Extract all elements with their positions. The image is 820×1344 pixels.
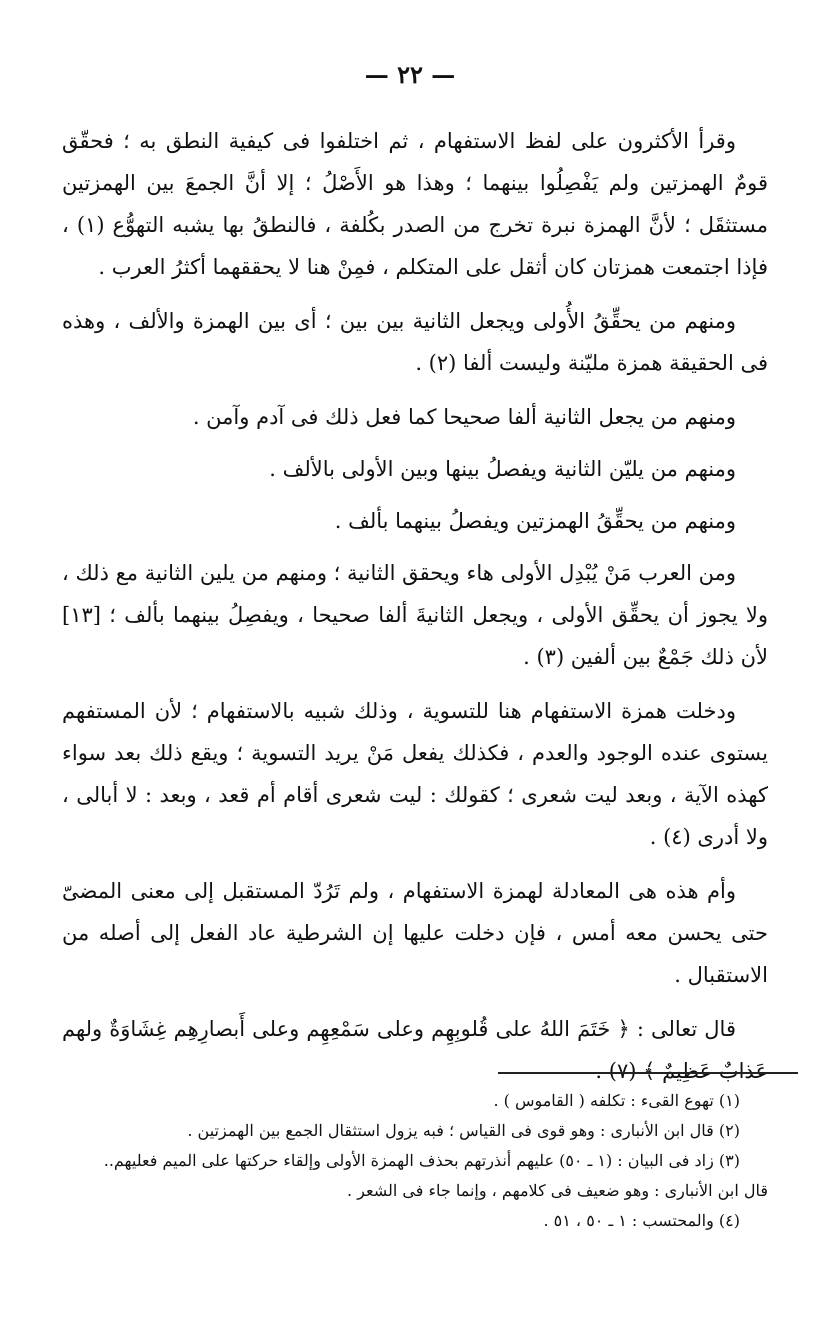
footnote: (٤) والمحتسب : ١ ـ ٥٠ ، ٥١ . <box>543 1211 740 1230</box>
paragraph: وأم هذه هى المعادلة لهمزة الاستفهام ، ولم تَرُدّ المستقبل إلى معنى المضىّ حتى يحسن معه أمس ، فإن دخلت عليها إن الشرطية عاد الفعل إلى أصله من الاستقبال . <box>62 879 768 987</box>
footnote: (٣) زاد فى البيان : (١ ـ ٥٠) عليهم أنذرتهم بحذف الهمزة الأولى وإلقاء حركتها على الميم فعليهم.. <box>103 1151 740 1170</box>
paragraph: ومن العرب مَنْ يُبْدِل الأولى هاء ويحقق الثانية ؛ ومنهم من يلين الثانية مع ذلك ، ولا يجوز أن يحقِّق الأولى ، ويجعل الثانيةَ ألفا صحيحا ، ويفصِلُ بينهما بألف ؛ [١٣] لأن ذلك جَمْعٌ بين ألفين (٣) . <box>62 561 768 669</box>
paragraph: ومنهم من يحقِّقُ الهمزتين ويفصلُ بينهما بألف . <box>334 509 736 533</box>
paragraph: ومنهم من يجعل الثانية ألفا صحيحا كما فعل ذلك فى آدم وآمن . <box>192 405 736 429</box>
footnote: (٢) قال ابن الأنبارى : وهو قوى فى القياس ؛ فبه يزول استثقال الجمع بين الهمزتين . <box>187 1121 740 1140</box>
paragraph: ومنهم من يليّن الثانية ويفصلُ بينها وبين الأولى بالألف . <box>269 457 736 481</box>
footnotes <box>62 1086 768 1236</box>
footnote-divider <box>498 1072 798 1074</box>
quran-quote-paragraph: قال تعالى : ﴿ خَتَمَ اللهُ على قُلوبِهِم وعلى سَمْعِهِم وعلى أَبصارِهِم غِشَاوَةٌ ولهم عَذابٌ عَظِيمٌ ﴾ (٧) . <box>62 1017 768 1083</box>
footnote: (١) تهوع القىء : تكلفه ( القاموس ) . <box>493 1091 740 1110</box>
main-text <box>62 120 768 1104</box>
page-number: — ٢٢ — <box>364 60 456 89</box>
paragraph: ودخلت همزة الاستفهام هنا للتسوية ، وذلك شبيه بالاستفهام ؛ لأن المستفهم يستوى عنده الوجود والعدم ، فكذلك يفعل مَنْ يريد التسوية ؛ ويقع ذلك بعد سواء كهذه الآية ، وبعد ليت شعرى ؛ كقولك : ليت شعرى أقام أم قعد ، وبعد : لا أبالى ، ولا أدرى (٤) . <box>62 699 768 849</box>
footnote: قال ابن الأنبارى : وهو ضعيف فى كلامهم ، وإنما جاء فى الشعر . <box>347 1181 768 1200</box>
paragraph: وقرأ الأكثرون على لفظ الاستفهام ، ثم اختلفوا فى كيفية النطق به ؛ فحقّق قومٌ الهمزتين ولم يَفْصِلُوا بينهما ؛ وهذا هو الأَصْلُ ؛ إلا أنَّ الجمعَ بين الهمزتين مستثقَل ؛ لأنَّ الهمزة نبرة تخرج من الصدر بكُلفة ، فالنطقُ بها يشبه التهوُّع (١) ، فإذا اجتمعت همزتان كان أثقل على المتكلم ، فمِنْ هنا لا يحققهما أكثرُ العرب . <box>62 129 768 279</box>
paragraph: ومنهم من يحقِّقُ الأُولى ويجعل الثانية بين بين ؛ أى بين الهمزة والألف ، وهذه فى الحقيقة همزة مليّنة وليست ألفا (٢) . <box>62 309 768 375</box>
